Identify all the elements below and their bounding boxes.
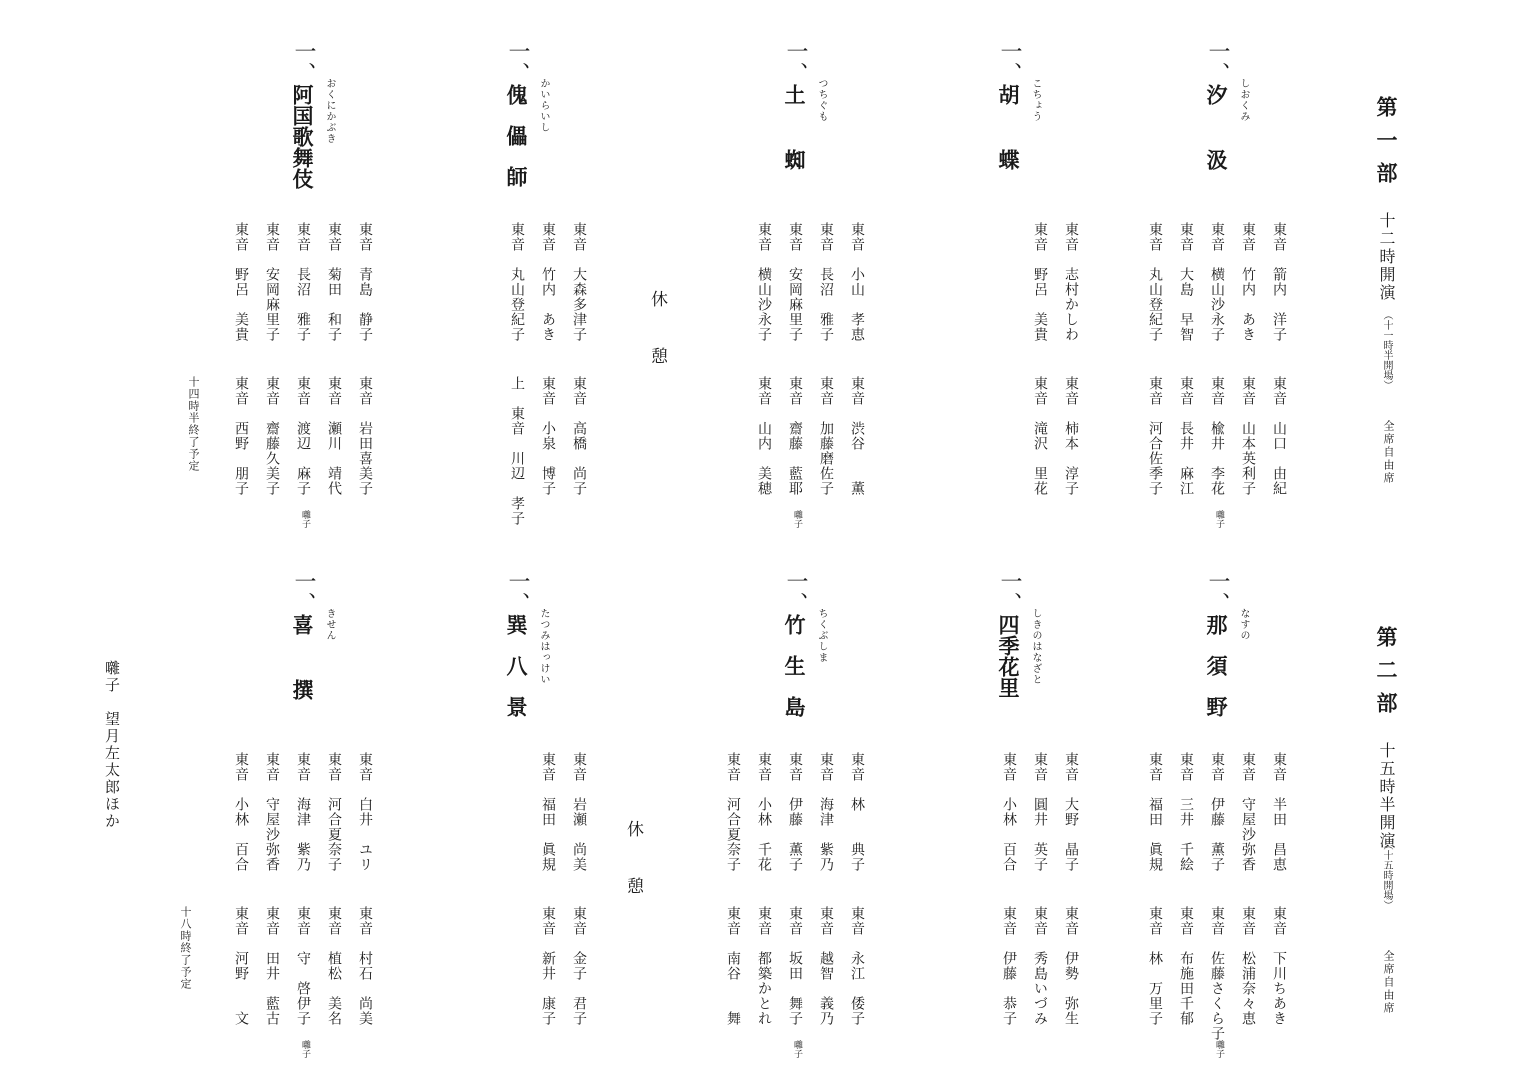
seating-type: 全席自由席 (1382, 420, 1395, 485)
performer-name: 東音 守屋沙弥香 (264, 752, 280, 872)
open-time: （十一時半開場） (1381, 310, 1392, 390)
hayashi-note: 囃子 (792, 510, 802, 528)
program-reading: おくにかぶき (324, 78, 335, 144)
item-marker: 一、 (1205, 40, 1230, 84)
performer-name: 東音 齋藤 藍耶 (787, 376, 803, 496)
performer-name: 東音 布施田千郁 (1178, 906, 1194, 1026)
performer-name: 東音 山本英利子 (1240, 376, 1256, 496)
performer-name: 東音 丸山登紀子 (509, 222, 525, 342)
performer-name: 東音 村石 尚美 (357, 906, 373, 1026)
performer-name: 東音 菊田 和子 (326, 222, 342, 342)
performer-name: 東音 安岡麻里子 (264, 222, 280, 342)
item-marker: 一、 (997, 40, 1022, 84)
performer-name: 東音 伊藤 薫子 (787, 752, 803, 872)
performer-name: 東音 竹内 あき (540, 222, 556, 342)
performer-name: 東音 秀島いづみ (1032, 906, 1048, 1026)
performer-name: 東音 野呂 美貴 (233, 222, 249, 342)
performer-name: 東音 福田 眞規 (1147, 752, 1163, 872)
hayashi-note: 囃子 (1214, 510, 1224, 528)
performer-name: 東音 横山沙永子 (756, 222, 772, 342)
performer-name: 東音 伊藤 薫子 (1209, 752, 1225, 872)
performer-name: 東音 山内 美穂 (756, 376, 772, 496)
performer-name: 東音 小林 百合 (233, 752, 249, 872)
performer-name: 東音 守屋沙弥香 (1240, 752, 1256, 872)
start-time: 十五時半開演 (1377, 742, 1396, 850)
performer-name: 東音 瀬川 靖代 (326, 376, 342, 496)
performer-name: 東音 横山沙永子 (1209, 222, 1225, 342)
program-reading: たつみはっけい (538, 608, 549, 685)
performer-name: 東音 河合夏奈子 (326, 752, 342, 872)
program-title: 四季花里 (996, 614, 1021, 698)
performer-name: 東音 都築かとれ (756, 906, 772, 1026)
performer-name: 東音 野呂 美貴 (1032, 222, 1048, 342)
item-marker: 一、 (783, 570, 808, 614)
performer-name: 東音 田井 藍古 (264, 906, 280, 1026)
program-title: 阿国歌舞伎 (290, 84, 315, 189)
performer-name: 東音 小林 千花 (756, 752, 772, 872)
performer-name: 東音 坂田 舞子 (787, 906, 803, 1026)
hayashi-credit: 囃子 望月左太郎ほか (103, 660, 121, 830)
program-title: 汐汲 (1204, 84, 1229, 214)
performer-name: 東音 伊勢 弥生 (1063, 906, 1079, 1026)
performer-name: 東音 小泉 博子 (540, 376, 556, 496)
end-time: 十四時半終了予定 (187, 376, 200, 472)
performer-name: 東音 南谷 舞 (725, 906, 741, 1026)
performer-name: 東音 海津 紫乃 (818, 752, 834, 872)
item-marker: 一、 (291, 570, 316, 614)
performer-name: 東音 海津 紫乃 (295, 752, 311, 872)
performer-name: 東音 箭内 洋子 (1271, 222, 1287, 342)
performer-name: 東音 河合佐季子 (1147, 376, 1163, 496)
performer-name: 東音 小山 孝恵 (849, 222, 865, 342)
performer-name: 東音 福田 眞規 (540, 752, 556, 872)
end-time: 十八時終了予定 (179, 906, 192, 990)
part-heading: 第一部 (1374, 96, 1399, 195)
item-marker: 一、 (1205, 570, 1230, 614)
performer-name: 東音 高橋 尚子 (571, 376, 587, 496)
program-title: 喜撰 (290, 614, 315, 744)
item-marker: 一、 (997, 570, 1022, 614)
performer-name: 東音 西野 朋子 (233, 376, 249, 496)
performer-name: 東音 楡井 李花 (1209, 376, 1225, 496)
intermission-label: 休憩 (647, 290, 667, 404)
program-reading: しおくみ (1238, 78, 1249, 122)
program-reading: ちくぶしま (816, 608, 827, 663)
open-time: （十五時開場） (1381, 840, 1392, 910)
performer-name: 東音 金子 君子 (571, 906, 587, 1026)
performer-name: 東音 齋藤久美子 (264, 376, 280, 496)
performer-name: 東音 渋谷 薫 (849, 376, 865, 496)
performer-name: 東音 渡辺 麻子 (295, 376, 311, 496)
performer-name: 東音 半田 昌恵 (1271, 752, 1287, 872)
performer-name: 東音 圓井 英子 (1032, 752, 1048, 872)
part-heading: 第二部 (1374, 626, 1399, 725)
performer-name: 東音 長沼 雅子 (295, 222, 311, 342)
performer-name: 東音 柿本 淳子 (1063, 376, 1079, 496)
item-marker: 一、 (505, 40, 530, 84)
program-reading: つちぐも (816, 78, 827, 122)
performer-name: 東音 岩瀬 尚美 (571, 752, 587, 872)
performer-name: 東音 山口 由紀 (1271, 376, 1287, 496)
program-reading: こちょう (1030, 78, 1041, 122)
performer-name: 東音 大野 晶子 (1063, 752, 1079, 872)
performer-name: 東音 伊藤 恭子 (1001, 906, 1017, 1026)
performer-name: 東音 加藤磨佐子 (818, 376, 834, 496)
performer-name: 東音 大島 早智 (1178, 222, 1194, 342)
performer-name: 東音 越智 義乃 (818, 906, 834, 1026)
performer-name: 東音 長沼 雅子 (818, 222, 834, 342)
performer-name: 東音 永江 倭子 (849, 906, 865, 1026)
hayashi-note: 囃子 (792, 1040, 802, 1058)
performer-name: 東音 佐藤さくら子 (1209, 906, 1225, 1041)
program-title: 竹生島 (782, 614, 807, 737)
seating-type: 全席自由席 (1382, 950, 1395, 1015)
hayashi-note: 囃子 (300, 510, 310, 528)
program-title: 胡蝶 (996, 84, 1021, 214)
performer-name: 東音 守 啓伊子 (295, 906, 311, 1026)
performer-name: 東音 岩田喜美子 (357, 376, 373, 496)
program-title: 巽八景 (504, 614, 529, 737)
performer-name: 東音 志村かしわ (1063, 222, 1079, 342)
program-reading: きせん (324, 608, 335, 641)
intermission-label: 休憩 (623, 820, 643, 934)
hayashi-note: 囃子 (1214, 1040, 1224, 1058)
program-reading: かいらいし (538, 78, 549, 133)
program-title: 傀儡師 (504, 84, 529, 207)
performer-name: 東音 河合夏奈子 (725, 752, 741, 872)
item-marker: 一、 (783, 40, 808, 84)
performer-name: 東音 滝沢 里花 (1032, 376, 1048, 496)
performer-name: 東音 小林 百合 (1001, 752, 1017, 872)
item-marker: 一、 (291, 40, 316, 84)
performer-name: 東音 白井 ユリ (357, 752, 373, 872)
performer-name: 上 東音 川辺 孝子 (509, 376, 525, 526)
performer-name: 東音 林 万里子 (1147, 906, 1163, 1026)
program-title: 土蜘 (782, 84, 807, 214)
performer-name: 東音 林 典子 (849, 752, 865, 872)
performer-name: 東音 三井 千絵 (1178, 752, 1194, 872)
performer-name: 東音 竹内 あき (1240, 222, 1256, 342)
performer-name: 東音 大森多津子 (571, 222, 587, 342)
hayashi-note: 囃子 (300, 1040, 310, 1058)
start-time: 十二時開演 (1377, 212, 1396, 302)
item-marker: 一、 (505, 570, 530, 614)
performer-name: 東音 丸山登紀子 (1147, 222, 1163, 342)
program-title: 那須野 (1204, 614, 1229, 737)
performer-name: 東音 長井 麻江 (1178, 376, 1194, 496)
performer-name: 東音 植松 美名 (326, 906, 342, 1026)
performer-name: 東音 安岡麻里子 (787, 222, 803, 342)
performer-name: 東音 青島 静子 (357, 222, 373, 342)
performer-name: 東音 松浦奈々恵 (1240, 906, 1256, 1026)
performer-name: 東音 新井 康子 (540, 906, 556, 1026)
performer-name: 東音 河野 文 (233, 906, 249, 1026)
program-reading: しきのはなざと (1030, 608, 1041, 685)
performer-name: 東音 下川ちあき (1271, 906, 1287, 1026)
program-reading: なすの (1238, 608, 1249, 641)
